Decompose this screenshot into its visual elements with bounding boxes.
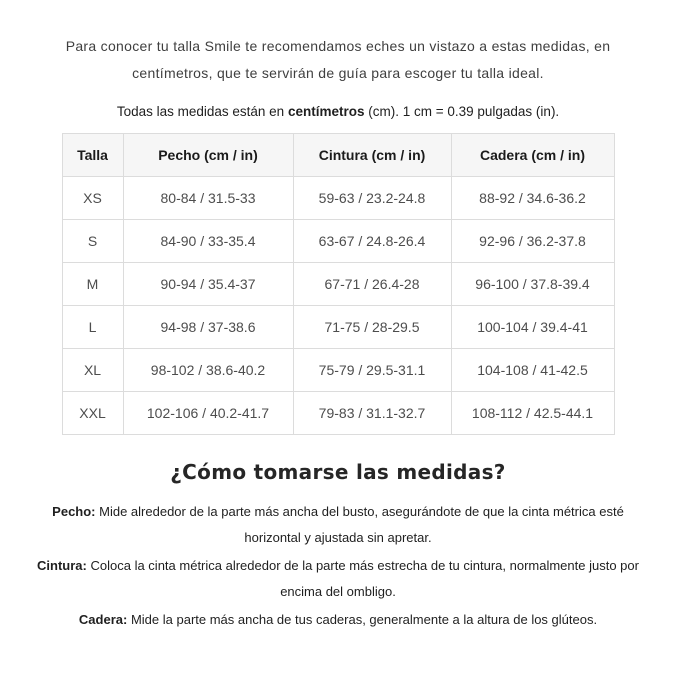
- units-note-prefix: Todas las medidas están en: [116, 104, 285, 119]
- units-note: [0, 104, 676, 119]
- size-label-cell: S: [62, 220, 123, 263]
- pecho-cell: 98-102 / 38.6-40.2: [123, 349, 293, 392]
- size-label-cell: XXL: [62, 392, 123, 435]
- cintura-cell: 75-79 / 29.5-31.1: [293, 349, 451, 392]
- cadera-cell: 100-104 / 39.4-41: [451, 306, 614, 349]
- pecho-instruction-text: Mide alrededor de la parte más ancha del busto, asegurándote de que la cinta métrica esté horizontal y ajustada sin apretar.: [99, 504, 624, 545]
- table-row: [62, 220, 614, 263]
- pecho-cell: 84-90 / 33-35.4: [123, 220, 293, 263]
- pecho-cell: 94-98 / 37-38.6: [123, 306, 293, 349]
- pecho-cell: 80-84 / 31.5-33: [123, 177, 293, 220]
- size-label-cell: XL: [62, 349, 123, 392]
- cintura-cell: 67-71 / 26.4-28: [293, 263, 451, 306]
- pecho-instruction-label: Pecho:: [52, 504, 96, 519]
- size-chart-table: [62, 133, 615, 435]
- column-header-pecho: Pecho (cm / in): [123, 134, 293, 177]
- intro-line-1: Para conocer tu talla Smile te recomendamos eches un vistazo a estas medidas, en: [65, 38, 611, 54]
- size-label-cell: XS: [62, 177, 123, 220]
- measure-guide-heading: ¿Cómo tomarse las medidas?: [170, 460, 506, 484]
- column-header-cadera: Cadera (cm / in): [451, 134, 614, 177]
- intro-line-2: centímetros, que te servirán de guía para escoger tu talla ideal.: [132, 65, 544, 81]
- cadera-instruction-label: Cadera:: [78, 612, 128, 627]
- cadera-cell: 108-112 / 42.5-44.1: [451, 392, 614, 435]
- cadera-cell: 88-92 / 34.6-36.2: [451, 177, 614, 220]
- table-row: [62, 177, 614, 220]
- cintura-cell: 63-67 / 24.8-26.4: [293, 220, 451, 263]
- units-note-suffix: (cm). 1 cm = 0.39 pulgadas (in).: [368, 104, 560, 119]
- size-label-cell: M: [62, 263, 123, 306]
- pecho-cell: 102-106 / 40.2-41.7: [123, 392, 293, 435]
- cintura-instruction-label: Cintura:: [37, 558, 87, 573]
- cadera-instruction-text: Mide la parte más ancha de tus caderas, generalmente a la altura de los glúteos.: [130, 612, 598, 627]
- cintura-instruction-text: Coloca la cinta métrica alrededor de la parte más estrecha de tu cintura, normalmente justo por encima del ombligo.: [90, 558, 639, 599]
- size-label-cell: L: [62, 306, 123, 349]
- cintura-instruction: [32, 553, 644, 605]
- size-guide-intro: [0, 33, 676, 87]
- table-row: [62, 349, 614, 392]
- cintura-cell: 79-83 / 31.1-32.7: [293, 392, 451, 435]
- table-header-row: [62, 134, 614, 177]
- cadera-instruction: [32, 607, 644, 633]
- pecho-cell: 90-94 / 35.4-37: [123, 263, 293, 306]
- units-note-bold: centímetros: [287, 104, 365, 119]
- table-row: [62, 306, 614, 349]
- cintura-cell: 59-63 / 23.2-24.8: [293, 177, 451, 220]
- table-row: [62, 263, 614, 306]
- cadera-cell: 92-96 / 36.2-37.8: [451, 220, 614, 263]
- column-header-cintura: Cintura (cm / in): [293, 134, 451, 177]
- pecho-instruction: [32, 499, 644, 551]
- measure-guide: [0, 499, 676, 633]
- cadera-cell: 96-100 / 37.8-39.4: [451, 263, 614, 306]
- cadera-cell: 104-108 / 41-42.5: [451, 349, 614, 392]
- column-header-talla: Talla: [62, 134, 123, 177]
- cintura-cell: 71-75 / 28-29.5: [293, 306, 451, 349]
- table-row: [62, 392, 614, 435]
